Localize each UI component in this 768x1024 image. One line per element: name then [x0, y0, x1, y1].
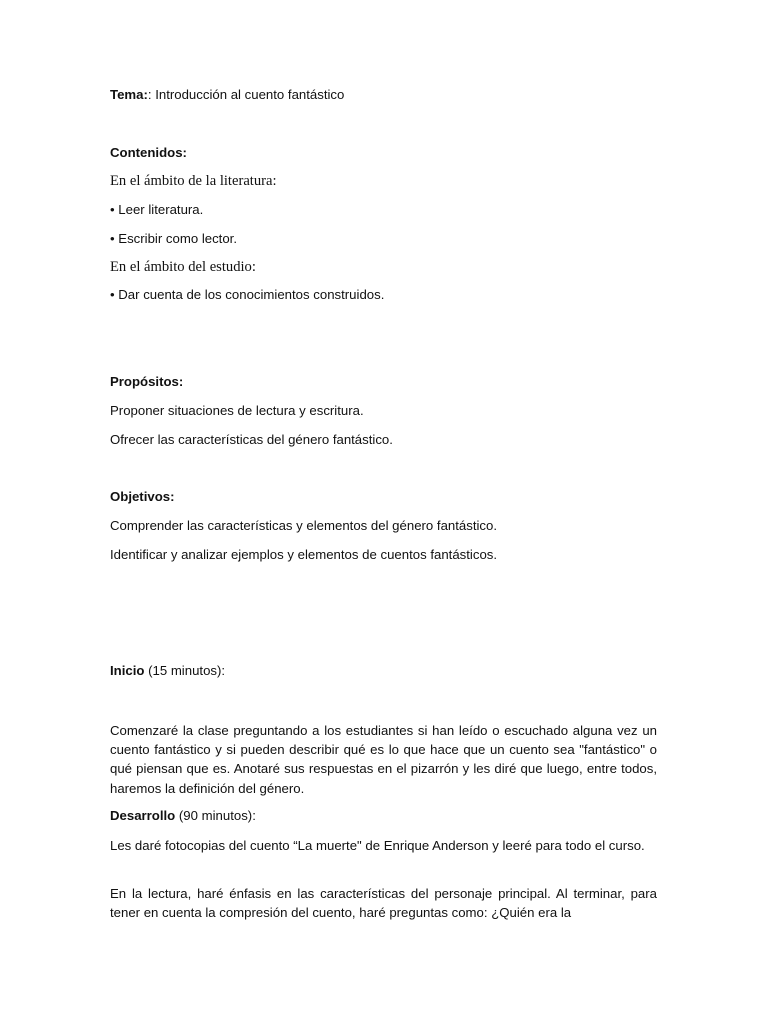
inicio-paragraph-text: Comenzaré la clase preguntando a los estudiantes si han leído o escuchado alguna vez un cuento fantástico y si pueden describir qué es lo que hace que un cuento sea "fantástico" o qué piensan que es. Anotaré sus respuestas en el pizarrón y les diré que luego, entre todos, haremos la definición del género.	[110, 723, 657, 796]
objetivo-line: Identificar y analizar ejemplos y elementos de cuentos fantásticos.	[110, 547, 498, 562]
inicio-duration: (15 minutos):	[144, 663, 226, 678]
desarrollo-label: Desarrollo	[110, 808, 176, 823]
desarrollo-heading	[110, 807, 256, 825]
contenidos-heading: Contenidos:	[110, 145, 187, 160]
proposito-line: Ofrecer las características del género fantástico.	[110, 432, 393, 447]
desarrollo-paragraph	[110, 884, 657, 922]
inicio-heading	[110, 662, 225, 680]
desarrollo-paragraph-text: En la lectura, haré énfasis en las características del personaje principal. Al terminar, para tener en cuenta la compresión del cuento, haré preguntas como: ¿Quién era la	[110, 886, 657, 921]
proposito-line: Proponer situaciones de lectura y escritura.	[110, 403, 364, 418]
tema-separator: :	[147, 87, 152, 102]
ambito-estudio-heading: En el ámbito del estudio:	[110, 259, 256, 275]
desarrollo-paragraph	[110, 836, 657, 855]
propositos-heading: Propósitos:	[110, 374, 184, 389]
contenido-item: • Escribir como lector.	[110, 231, 237, 246]
contenido-item: • Leer literatura.	[110, 202, 204, 217]
tema-line	[110, 86, 344, 104]
desarrollo-duration: (90 minutos):	[175, 808, 256, 823]
inicio-label: Inicio	[110, 663, 145, 678]
desarrollo-paragraph-text: Les daré fotocopias del cuento “La muerte" de Enrique Anderson y leeré para todo el curso.	[110, 838, 645, 853]
ambito-literatura-heading: En el ámbito de la literatura:	[110, 173, 277, 189]
tema-text: Introducción al cuento fantástico	[151, 87, 345, 102]
objetivos-heading: Objetivos:	[110, 489, 175, 504]
tema-label: Tema:	[110, 87, 148, 102]
inicio-paragraph	[110, 721, 657, 798]
contenido-item: • Dar cuenta de los conocimientos construidos.	[110, 287, 385, 302]
objetivo-line: Comprender las características y elementos del género fantástico.	[110, 518, 498, 533]
